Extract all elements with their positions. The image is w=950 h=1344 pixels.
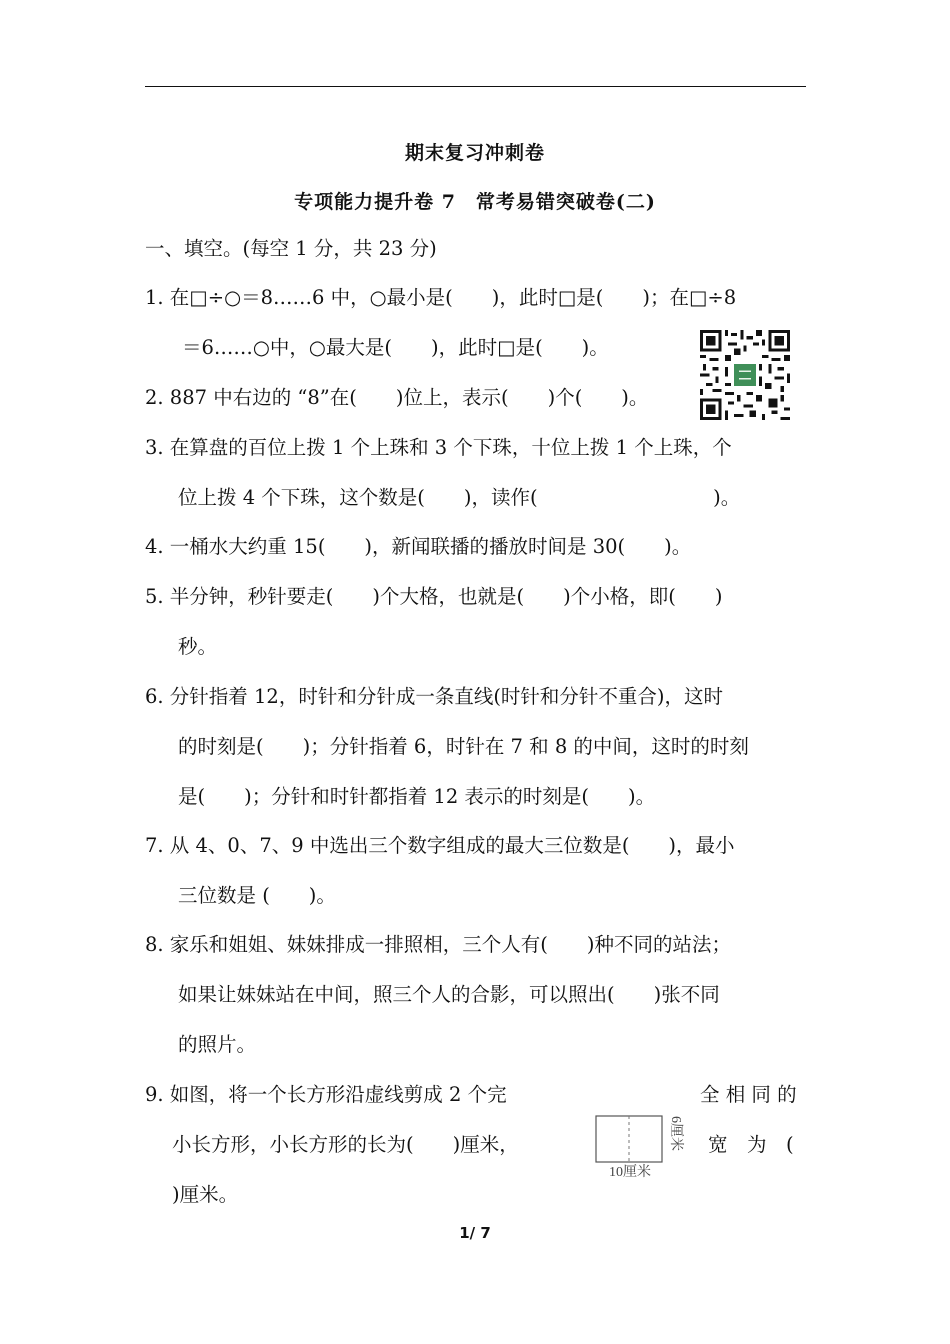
page-number: 1/ 7 bbox=[459, 1224, 491, 1242]
question-8-line-3: 的照片。 bbox=[178, 1033, 257, 1056]
question-8-line-2: 如果让妹妹站在中间，照三个人的合影，可以照出( )张不同 bbox=[178, 983, 720, 1006]
question-9-line-1: 9. 如图，将一个长方形沿虚线剪成 2 个完 bbox=[145, 1083, 507, 1106]
question-9-line-2: 小长方形，小长方形的长为( )厘米， bbox=[172, 1133, 519, 1156]
rectangle-figure bbox=[592, 1112, 692, 1182]
question-3-line-2: 位上拨 4 个下珠，这个数是( )，读作( )。 bbox=[178, 486, 741, 509]
question-4-line-1: 4. 一桶水大约重 15( )，新闻联播的播放时间是 30( )。 bbox=[145, 535, 692, 558]
qr-code-icon bbox=[700, 330, 790, 420]
question-5-line-1: 5. 半分钟，秒针要走( )个大格，也就是( )个小格，即( ) bbox=[145, 585, 723, 608]
question-3-line-1 bbox=[145, 435, 806, 461]
question-3-line-1-text: 3. 在算盘的百位上拨 1 个上珠和 3 个下珠，十位上拨 1 个上珠，个 bbox=[145, 436, 732, 459]
question-6-line-3: 是( )；分针和时针都指着 12 表示的时刻是( )。 bbox=[178, 785, 656, 808]
question-1-line-2: ＝6……○中，○最大是( )，此时□是( )。 bbox=[182, 336, 609, 359]
page-title: 期末复习冲刺卷 bbox=[404, 142, 545, 164]
question-2-line-1: 2. 887 中右边的 “8”在( )位上，表示( )个( )。 bbox=[145, 386, 649, 409]
section-heading: 一、填空。(每空 1 分，共 23 分) bbox=[145, 237, 437, 260]
question-6-line-2: 的时刻是( )；分针指着 6，时针在 7 和 8 的中间，这时的时刻 bbox=[178, 735, 749, 758]
width-label: 10厘米 bbox=[609, 1165, 651, 1180]
question-5-line-2: 秒。 bbox=[178, 635, 218, 658]
page-subtitle: 专项能力提升卷 7 常考易错突破卷(二) bbox=[294, 191, 656, 213]
question-7-line-1: 7. 从 4、0、7、9 中选出三个数字组成的最大三位数是( )，最小 bbox=[145, 834, 735, 857]
question-9-line-2-right: 宽 为 ( bbox=[708, 1133, 794, 1156]
question-7-line-2: 三位数是 ( )。 bbox=[178, 884, 336, 907]
question-9-line-3: )厘米。 bbox=[172, 1183, 239, 1206]
question-8-line-1: 8. 家乐和姐姐、妹妹排成一排照相，三个人有( )种不同的站法； bbox=[145, 933, 732, 956]
height-label: 6厘米 bbox=[668, 1116, 683, 1151]
question-1-line-1: 1. 在□÷○＝8……6 中，○最小是( )，此时□是( )；在□÷8 bbox=[145, 286, 737, 309]
question-9-line-1-right: 全 相 同 的 bbox=[700, 1083, 797, 1106]
question-6-line-1: 6. 分针指着 12，时针和分针成一条直线(时针和分针不重合)，这时 bbox=[145, 685, 724, 708]
header-rule bbox=[145, 86, 806, 87]
